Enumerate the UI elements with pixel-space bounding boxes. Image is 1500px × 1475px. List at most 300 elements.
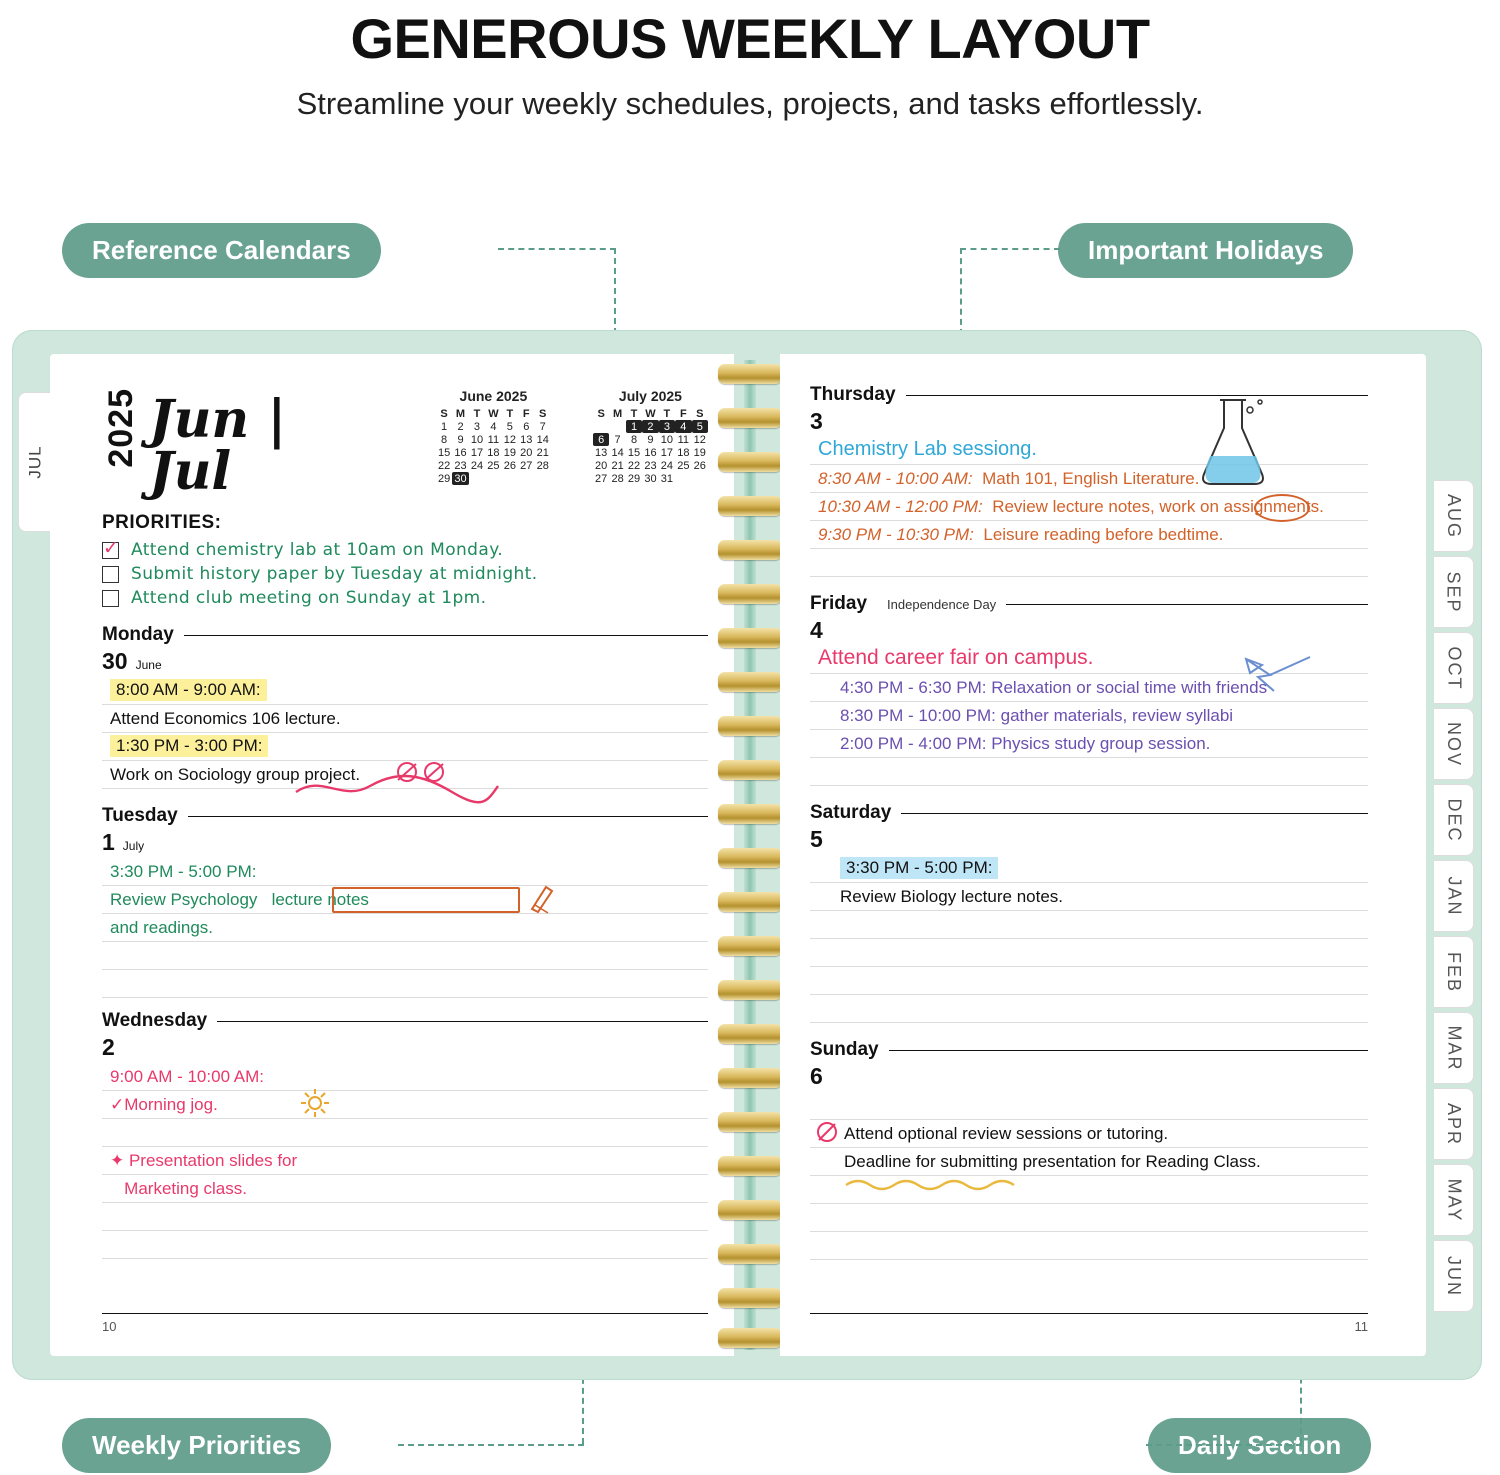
- day-cell[interactable]: 31: [660, 472, 674, 485]
- priority-text: Submit history paper by Tuesday at midnight.: [131, 564, 538, 584]
- entry-headline: Attend career fair on campus.: [818, 646, 1094, 669]
- entry-text: Review Biology lecture notes.: [840, 887, 1064, 906]
- highlight-box: [332, 887, 520, 913]
- coil-ring: [718, 628, 782, 648]
- entry-text-value: Math 101, English Literature.: [982, 469, 1200, 488]
- day-cell[interactable]: 9: [647, 433, 654, 446]
- day-cell[interactable]: 19: [693, 446, 706, 459]
- day-cell[interactable]: 17: [470, 446, 484, 459]
- day-cell[interactable]: 21: [536, 446, 549, 459]
- tab-may[interactable]: [1434, 1164, 1474, 1236]
- page-title: GENEROUS WEEKLY LAYOUT: [350, 7, 1150, 70]
- coil-ring: [718, 892, 782, 912]
- day-cell[interactable]: 22: [627, 459, 641, 472]
- day-block-monday: [102, 624, 708, 789]
- entry-line[interactable]: [102, 970, 708, 998]
- entry-line[interactable]: [102, 942, 708, 970]
- day-number: [102, 1034, 708, 1061]
- day-cell[interactable]: 25: [487, 459, 500, 472]
- day-cell[interactable]: [593, 420, 609, 433]
- day-cell[interactable]: [518, 472, 534, 485]
- entry-line[interactable]: [102, 858, 708, 886]
- month-title: Jun | Jul: [149, 389, 287, 502]
- day-number-value: 1: [102, 829, 115, 855]
- day-block-friday: [810, 593, 1368, 786]
- priority-text: Attend club meeting on Sunday at 1pm.: [131, 588, 487, 608]
- day-cell[interactable]: 30: [644, 472, 657, 485]
- day-lines: [102, 858, 708, 998]
- title-row: [102, 384, 708, 502]
- tab-label: FEB: [1444, 951, 1465, 993]
- entry-text: [818, 497, 1324, 517]
- day-cell[interactable]: 7: [614, 433, 621, 446]
- day-cell-selected[interactable]: 2: [642, 420, 658, 433]
- entry-line[interactable]: [810, 1148, 1368, 1176]
- day-block-thursday: [810, 384, 1368, 577]
- day-name: Wednesday: [102, 1010, 208, 1031]
- entry-line[interactable]: [102, 1119, 708, 1147]
- day-cell-selected[interactable]: 1: [626, 420, 642, 433]
- dow: S: [539, 407, 547, 420]
- entry-line[interactable]: [810, 1204, 1368, 1232]
- day-cell[interactable]: 11: [677, 433, 690, 446]
- day-lines: [810, 1092, 1368, 1260]
- entry-line[interactable]: [810, 1232, 1368, 1260]
- day-cell[interactable]: 15: [627, 446, 641, 459]
- tab-label: MAY: [1444, 1178, 1465, 1222]
- day-lines: [810, 855, 1368, 1023]
- coil-ring: [718, 1156, 782, 1176]
- entry-line[interactable]: [810, 995, 1368, 1023]
- day-rule: [1006, 604, 1368, 605]
- entry-time: 8:30 PM - 10:00 PM:: [840, 706, 996, 725]
- day-header: [102, 1010, 708, 1032]
- day-name: Sunday: [810, 1039, 879, 1060]
- circled-word-annotation: [1254, 494, 1310, 522]
- day-number: [102, 829, 708, 856]
- day-header: [810, 1039, 1368, 1061]
- entry-line[interactable]: [810, 437, 1368, 465]
- day-lines: [102, 677, 708, 789]
- entry-line[interactable]: [810, 911, 1368, 939]
- day-block-wednesday: [102, 1010, 708, 1259]
- tab-label: APR: [1444, 1102, 1465, 1146]
- entry-line[interactable]: [102, 733, 708, 761]
- page-subtitle: Streamline your weekly schedules, projects, and tasks effortlessly.: [296, 85, 1204, 121]
- reference-calendars: [436, 388, 708, 485]
- tab-label: OCT: [1444, 646, 1464, 690]
- entry-line[interactable]: [810, 549, 1368, 577]
- day-number-value: 4: [810, 617, 823, 643]
- day-cell[interactable]: 28: [536, 459, 549, 472]
- day-cell[interactable]: 26: [693, 459, 706, 472]
- day-cell[interactable]: 11: [487, 433, 500, 446]
- entry-line[interactable]: [810, 730, 1368, 758]
- tab-label: JAN: [1444, 875, 1465, 917]
- leader-line-reference: [498, 248, 616, 250]
- day-cell[interactable]: [534, 472, 550, 485]
- entry-time: 4:30 PM - 6:30 PM:: [840, 678, 987, 697]
- checkbox-icon[interactable]: [102, 566, 119, 583]
- coil-ring: [718, 408, 782, 428]
- day-header: [810, 802, 1368, 824]
- entry-line[interactable]: [810, 674, 1368, 702]
- coil-ring: [718, 672, 782, 692]
- day-cell[interactable]: 7: [539, 420, 546, 433]
- entry-line[interactable]: [810, 939, 1368, 967]
- entry-line[interactable]: [810, 758, 1368, 786]
- day-cell[interactable]: 15: [437, 446, 451, 459]
- day-block-tuesday: [102, 805, 708, 998]
- day-number-value: 3: [810, 408, 823, 434]
- wavy-underline-annotation: [844, 1177, 1024, 1193]
- entry-text: ✓Morning jog.: [110, 1095, 218, 1114]
- entry-text: ✦ Presentation slides for: [110, 1151, 298, 1170]
- day-cell-selected[interactable]: 4: [675, 420, 691, 433]
- coil-ring: [718, 1112, 782, 1132]
- entry-text-value: Review lecture notes, work on assignments.: [992, 497, 1324, 516]
- day-cell[interactable]: 10: [660, 433, 674, 446]
- coil-ring: [718, 496, 782, 516]
- day-cell[interactable]: [485, 472, 501, 485]
- day-cell[interactable]: 20: [520, 446, 533, 459]
- checkbox-icon[interactable]: [102, 590, 119, 607]
- day-cell[interactable]: 3: [473, 420, 481, 433]
- coil-ring: [718, 848, 782, 868]
- day-cell[interactable]: 12: [503, 433, 516, 446]
- planner-right-page: [780, 354, 1426, 1356]
- dow: S: [696, 407, 704, 420]
- entry-text-continued: Marketing class.: [110, 1179, 247, 1198]
- day-name: Friday: [810, 593, 868, 614]
- tab-aug[interactable]: [1434, 480, 1474, 552]
- day-cell[interactable]: 27: [595, 472, 608, 485]
- leader-line-daily: [1146, 1444, 1302, 1446]
- day-cell[interactable]: 18: [487, 446, 500, 459]
- crossed-circle-icon: [814, 1119, 840, 1145]
- day-rule: [184, 635, 708, 636]
- entry-line[interactable]: [810, 1176, 1368, 1204]
- day-cell-selected[interactable]: 30: [452, 472, 468, 485]
- entry-time: 3:30 PM - 5:00 PM:: [110, 862, 257, 881]
- day-block-sunday: [810, 1039, 1368, 1260]
- entry-time: 2:00 PM - 4:00 PM:: [840, 734, 987, 753]
- tab-dec[interactable]: [1434, 784, 1474, 856]
- entry-line[interactable]: [810, 855, 1368, 883]
- coil-ring: [718, 1288, 782, 1308]
- entry-line[interactable]: [810, 646, 1368, 674]
- entry-text: [840, 734, 1210, 754]
- coil-ring: [718, 1068, 782, 1088]
- day-lines: [810, 437, 1368, 577]
- tab-mar[interactable]: [1434, 1012, 1474, 1084]
- day-header: [810, 384, 1368, 406]
- day-cell[interactable]: 12: [693, 433, 706, 446]
- day-rule: [217, 1021, 708, 1022]
- coil-ring: [718, 804, 782, 824]
- day-cell[interactable]: 6: [523, 420, 530, 433]
- dow: S: [440, 407, 448, 420]
- day-cell[interactable]: 2: [457, 420, 464, 433]
- day-cell[interactable]: 27: [520, 459, 533, 472]
- tab-label: SEP: [1444, 570, 1464, 614]
- coil-ring: [718, 980, 782, 1000]
- sun-icon: [300, 1088, 330, 1118]
- callout-daily-section: Daily Section: [1148, 1418, 1371, 1473]
- coil-ring: [718, 936, 782, 956]
- entry-text: [840, 706, 1233, 726]
- dow: F: [522, 407, 530, 420]
- entry-time: 9:30 PM - 10:30 PM:: [818, 525, 974, 544]
- day-cell[interactable]: 4: [490, 420, 497, 433]
- day-cell[interactable]: 21: [611, 459, 624, 472]
- entry-time: 3:30 PM - 5:00 PM:: [840, 857, 998, 879]
- entry-headline: Chemistry Lab sessiong.: [818, 438, 1037, 460]
- entry-text-value: Morning jog.: [124, 1095, 218, 1114]
- priorities-label: PRIORITIES:: [102, 512, 222, 533]
- entry-text-value: gather materials, review syllabi: [1000, 706, 1234, 725]
- day-cell[interactable]: 28: [611, 472, 624, 485]
- entry-text-value: Physics study group session.: [991, 734, 1211, 753]
- day-lines: [810, 646, 1368, 786]
- day-cell[interactable]: 19: [503, 446, 516, 459]
- day-rule: [906, 395, 1368, 396]
- day-cell[interactable]: 24: [470, 459, 484, 472]
- tab-label: NOV: [1444, 721, 1465, 767]
- day-cell[interactable]: [692, 472, 708, 485]
- planner-left-page: [50, 354, 734, 1356]
- entry-text: Attend Economics 106 lecture.: [110, 709, 341, 728]
- day-cell[interactable]: 26: [503, 459, 516, 472]
- mini-calendar-grid: [593, 407, 708, 485]
- day-number-value: 6: [810, 1063, 823, 1089]
- coil-ring: [718, 1328, 782, 1348]
- day-cell[interactable]: [609, 420, 625, 433]
- day-header: [102, 805, 708, 827]
- month-tabs: [1434, 480, 1474, 1312]
- day-lines: [102, 1063, 708, 1259]
- entry-line[interactable]: [102, 1063, 708, 1091]
- tab-label: MAR: [1444, 1025, 1464, 1071]
- day-name: Saturday: [810, 802, 892, 823]
- priority-text: Attend chemistry lab at 10am on Monday.: [131, 540, 504, 560]
- dow: T: [663, 407, 671, 420]
- entry-text: [818, 469, 1199, 489]
- page-number-right: 11: [1354, 1319, 1368, 1334]
- coil-ring: [718, 1024, 782, 1044]
- entry-line[interactable]: [102, 1147, 708, 1175]
- tab-label: JUN: [1444, 1255, 1464, 1297]
- checkbox-checked-icon[interactable]: [102, 542, 119, 559]
- tab-sep[interactable]: [1434, 556, 1474, 628]
- tab-label: DEC: [1444, 797, 1465, 843]
- entry-line[interactable]: [102, 761, 708, 789]
- day-cell[interactable]: 10: [470, 433, 484, 446]
- dow: T: [506, 407, 514, 420]
- entry-text: Review Psychology lecture notes: [110, 890, 369, 909]
- day-cell[interactable]: 20: [595, 459, 608, 472]
- mini-calendar-grid: [436, 407, 551, 485]
- entry-text: Deadline for submitting presentation for Reading Class.: [844, 1152, 1261, 1171]
- crossed-circle-icon: [394, 760, 450, 786]
- day-header: [102, 624, 708, 646]
- day-number: [102, 648, 708, 675]
- page-number-left: 10: [102, 1319, 117, 1334]
- dow: S: [597, 407, 605, 420]
- day-number: [810, 826, 1368, 853]
- day-cell[interactable]: 16: [454, 446, 467, 459]
- tab-jan[interactable]: [1434, 860, 1474, 932]
- day-cell[interactable]: 5: [506, 420, 513, 433]
- day-rule: [188, 816, 708, 817]
- entry-line[interactable]: [810, 702, 1368, 730]
- dow: W: [488, 407, 499, 420]
- day-cell-selected[interactable]: 6: [593, 433, 609, 446]
- tab-jul[interactable]: [18, 392, 52, 532]
- entry-line[interactable]: [810, 1092, 1368, 1120]
- pen-icon: [526, 881, 560, 915]
- page-bottom-rule: [810, 1313, 1368, 1314]
- year-label: 2025: [102, 388, 140, 468]
- day-cell[interactable]: [675, 472, 691, 485]
- dow: F: [679, 407, 687, 420]
- day-name: Tuesday: [102, 805, 178, 826]
- dow: M: [612, 407, 623, 420]
- day-cell[interactable]: 18: [677, 446, 690, 459]
- coil-ring: [718, 540, 782, 560]
- day-cell[interactable]: 13: [520, 433, 533, 446]
- day-cell[interactable]: 16: [644, 446, 657, 459]
- day-name: Thursday: [810, 384, 896, 405]
- day-cell[interactable]: 14: [536, 433, 549, 446]
- day-name: Monday: [102, 624, 174, 645]
- day-cell[interactable]: 8: [441, 433, 448, 446]
- entry-time: 1:30 PM - 3:00 PM:: [110, 735, 268, 757]
- tab-apr[interactable]: [1434, 1088, 1474, 1160]
- day-cell[interactable]: 23: [454, 459, 467, 472]
- coil-ring: [718, 716, 782, 736]
- entry-line[interactable]: [102, 1175, 708, 1203]
- entry-time: 9:00 AM - 10:00 AM:: [110, 1067, 265, 1086]
- entry-text-value: Leisure reading before bedtime.: [983, 525, 1224, 544]
- day-cell[interactable]: 9: [457, 433, 464, 446]
- dow: M: [455, 407, 466, 420]
- tab-feb[interactable]: [1434, 936, 1474, 1008]
- callout-weekly-priorities: Weekly Priorities: [62, 1418, 331, 1473]
- entry-line[interactable]: [102, 1231, 708, 1259]
- day-cell[interactable]: 29: [437, 472, 451, 485]
- tab-nov[interactable]: [1434, 708, 1474, 780]
- priority-item[interactable]: [102, 564, 708, 584]
- day-cell-selected[interactable]: 5: [692, 420, 708, 433]
- day-rule: [889, 1050, 1368, 1051]
- entry-line[interactable]: [102, 886, 708, 914]
- day-cell[interactable]: 29: [627, 472, 641, 485]
- mini-calendar-july: [593, 388, 708, 485]
- coil-ring: [718, 452, 782, 472]
- day-cell[interactable]: 17: [660, 446, 674, 459]
- day-cell[interactable]: 14: [611, 446, 624, 459]
- day-cell[interactable]: 23: [644, 459, 657, 472]
- entry-line[interactable]: [102, 1203, 708, 1231]
- day-rule: [901, 813, 1368, 814]
- entry-line[interactable]: [102, 677, 708, 705]
- coil-ring: [718, 584, 782, 604]
- day-number: [810, 1063, 1368, 1090]
- entry-line[interactable]: [810, 1120, 1368, 1148]
- mini-calendar-title: July 2025: [618, 388, 682, 404]
- entry-time: 10:30 AM - 12:00 PM:: [818, 497, 983, 516]
- day-number-value: 5: [810, 826, 823, 852]
- tab-jul-label: JUL: [25, 445, 45, 479]
- callout-reference-calendars: Reference Calendars: [62, 223, 381, 278]
- day-month-label: June: [135, 658, 162, 672]
- day-cell-selected[interactable]: 3: [659, 420, 675, 433]
- planner-spread: [12, 330, 1482, 1380]
- entry-text-continued: and readings.: [110, 918, 214, 937]
- day-cell[interactable]: 22: [437, 459, 451, 472]
- day-number-value: 30: [102, 648, 128, 674]
- dow: T: [473, 407, 481, 420]
- mini-calendar-june: [436, 388, 551, 485]
- day-cell[interactable]: 25: [677, 459, 690, 472]
- entry-line[interactable]: [102, 705, 708, 733]
- entry-text: [840, 678, 1267, 698]
- dow: W: [645, 407, 656, 420]
- day-number: [810, 408, 1368, 435]
- coil-ring: [718, 1244, 782, 1264]
- entry-line[interactable]: [810, 493, 1368, 521]
- day-cell[interactable]: 1: [441, 420, 448, 433]
- entry-time: 8:00 AM - 9:00 AM:: [110, 679, 267, 701]
- day-cell[interactable]: [469, 472, 485, 485]
- coil-ring: [718, 364, 782, 384]
- tab-jun[interactable]: [1434, 1240, 1474, 1312]
- entry-line[interactable]: [102, 914, 708, 942]
- day-number: [810, 617, 1368, 644]
- coil-ring: [718, 1200, 782, 1220]
- day-cell[interactable]: 24: [660, 459, 674, 472]
- spiral-binding: [714, 360, 786, 1350]
- entry-time: 8:30 AM - 10:00 AM:: [818, 469, 973, 488]
- callout-important-holidays: Important Holidays: [1058, 223, 1353, 278]
- day-number-value: 2: [102, 1034, 115, 1060]
- entry-line[interactable]: [102, 1091, 708, 1119]
- entry-line[interactable]: [810, 883, 1368, 911]
- priority-item[interactable]: [102, 540, 708, 560]
- entry-line[interactable]: [810, 967, 1368, 995]
- day-cell[interactable]: 8: [630, 433, 638, 446]
- coil-ring: [718, 760, 782, 780]
- page-bottom-rule: [102, 1313, 708, 1314]
- day-header: [810, 593, 1368, 615]
- tab-label: AUG: [1444, 493, 1465, 539]
- tab-oct[interactable]: [1434, 632, 1474, 704]
- leader-line-priorities: [398, 1444, 584, 1446]
- holiday-label: Independence Day: [887, 596, 997, 612]
- entry-line[interactable]: [810, 465, 1368, 493]
- day-month-label: July: [122, 839, 145, 853]
- priority-item[interactable]: [102, 588, 708, 608]
- day-block-saturday: [810, 802, 1368, 1023]
- entry-text: Work on Sociology group project.: [110, 765, 361, 784]
- day-cell[interactable]: 13: [595, 446, 608, 459]
- entry-text-value: Relaxation or social time with friends: [991, 678, 1268, 697]
- entry-line[interactable]: [810, 521, 1368, 549]
- day-cell[interactable]: [502, 472, 518, 485]
- entry-text: [818, 525, 1223, 545]
- mini-calendar-title: June 2025: [459, 388, 528, 404]
